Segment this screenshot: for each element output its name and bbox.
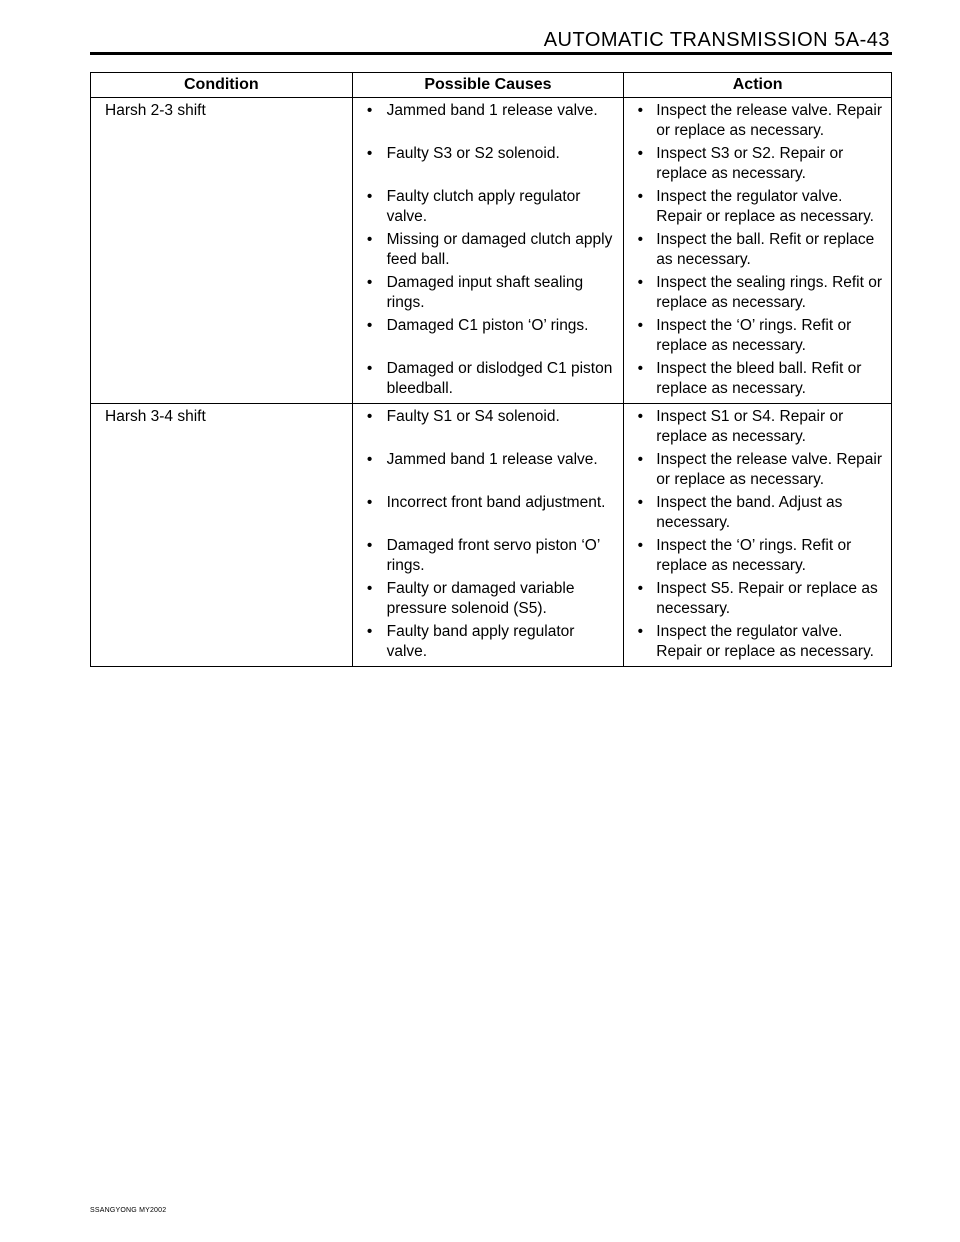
action-item-text: Inspect the release valve. Repair or replace as necessary. [656,451,883,488]
bullet-icon: • [637,231,644,248]
bullet-icon: • [366,408,373,425]
cause-item-text: Missing or damaged clutch apply feed ball. [386,231,613,268]
bullet-icon: • [366,102,373,119]
condition-cell: Harsh 3-4 shift [91,404,353,667]
action-item [624,273,891,316]
action-item [624,144,891,187]
bullet-icon: • [637,494,644,511]
cause-item [353,316,624,359]
cause-item [353,359,624,399]
table-row [91,98,892,404]
action-item-text: Inspect the bleed ball. Refit or replace as necessary. [656,360,862,397]
action-item-text: Inspect the band. Adjust as necessary. [656,494,843,531]
action-item [624,493,891,536]
cause-item [353,493,624,536]
cause-item [353,450,624,493]
cause-item [353,579,624,622]
bullet-icon: • [366,145,373,162]
bullet-icon: • [366,537,373,554]
bullet-icon: • [366,494,373,511]
cause-item [353,622,624,662]
action-item-text: Inspect the ball. Refit or replace as necessary. [656,231,875,268]
bullet-icon: • [637,537,644,554]
bullet-icon: • [637,188,644,205]
bullet-icon: • [637,145,644,162]
action-item-text: Inspect S5. Repair or replace as necessary. [656,580,878,617]
condition-cell: Harsh 2-3 shift [91,98,353,404]
bullet-icon: • [366,274,373,291]
action-item-text: Inspect the release valve. Repair or replace as necessary. [656,102,883,139]
column-header-action: Action [624,73,892,98]
action-item [624,579,891,622]
bullet-icon: • [637,408,644,425]
cause-item-text: Faulty or damaged variable pressure solenoid (S5). [386,580,575,617]
causes-cell [352,404,624,667]
action-item-text: Inspect the ‘O’ rings. Refit or replace as necessary. [656,317,852,354]
actions-cell [624,98,892,404]
action-item [624,316,891,359]
footer-text: SSANGYONG MY2002 [90,1207,167,1214]
cause-item-text: Faulty S3 or S2 solenoid. [386,145,560,162]
action-item [624,450,891,493]
bullet-icon: • [366,623,373,640]
bullet-icon: • [366,188,373,205]
bullet-icon: • [637,623,644,640]
cause-item-text: Damaged C1 piston ‘O’ rings. [386,317,589,334]
cause-item-text: Damaged or dislodged C1 piston bleedball. [386,360,613,397]
action-item [624,230,891,273]
bullet-icon: • [637,451,644,468]
action-item [624,359,891,399]
bullet-icon: • [637,580,644,597]
action-item-text: Inspect the ‘O’ rings. Refit or replace as necessary. [656,537,852,574]
cause-item-text: Damaged input shaft sealing rings. [386,274,584,311]
page-title: AUTOMATIC TRANSMISSION 5A-43 [543,29,890,51]
cause-item [353,144,624,187]
troubleshooting-table [90,72,892,667]
cause-item [353,273,624,316]
action-item [624,101,891,144]
action-item [624,187,891,230]
table-row [91,404,892,667]
action-item-text: Inspect S3 or S2. Repair or replace as necessary. [656,145,844,182]
cause-item-text: Jammed band 1 release valve. [386,102,598,119]
bullet-icon: • [637,317,644,334]
table-header-row [91,73,892,98]
bullet-icon: • [366,231,373,248]
action-item [624,407,891,450]
bullet-icon: • [637,274,644,291]
column-header-condition: Condition [91,73,353,98]
action-item-text: Inspect the regulator valve. Repair or replace as necessary. [656,188,874,225]
action-item-text: Inspect S1 or S4. Repair or replace as necessary. [656,408,844,445]
column-header-possible-causes: Possible Causes [352,73,624,98]
table-body [91,98,892,667]
cause-item-text: Jammed band 1 release valve. [386,451,598,468]
cause-item-text: Faulty S1 or S4 solenoid. [386,408,560,425]
cause-item [353,536,624,579]
cause-item-text: Incorrect front band adjustment. [386,494,606,511]
cause-item-text: Faulty band apply regulator valve. [386,623,575,660]
action-item-text: Inspect the regulator valve. Repair or replace as necessary. [656,623,874,660]
causes-cell [352,98,624,404]
bullet-icon: • [366,451,373,468]
cause-item-text: Damaged front servo piston ‘O’ rings. [386,537,600,574]
cause-item [353,187,624,230]
cause-item [353,230,624,273]
cause-item [353,101,624,144]
bullet-icon: • [366,360,373,377]
bullet-icon: • [637,102,644,119]
action-item [624,536,891,579]
bullet-icon: • [366,580,373,597]
cause-item-text: Faulty clutch apply regulator valve. [386,188,581,225]
action-item [624,622,891,662]
cause-item [353,407,624,450]
action-item-text: Inspect the sealing rings. Refit or replace as necessary. [656,274,883,311]
bullet-icon: • [366,317,373,334]
actions-cell [624,404,892,667]
bullet-icon: • [637,360,644,377]
header-rule [90,52,892,55]
